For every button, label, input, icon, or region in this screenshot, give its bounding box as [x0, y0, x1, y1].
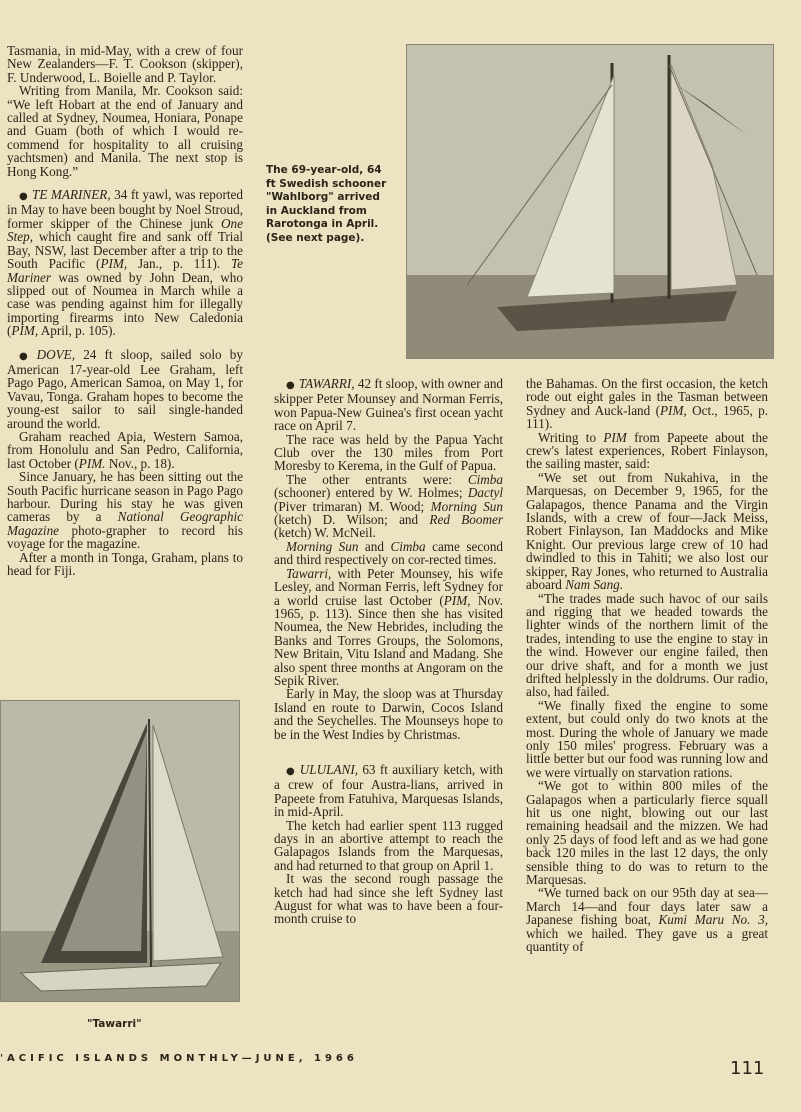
paragraph: “The trades made such havoc of our sails and rigging that we headed towards the lighter winds of the northern limit of the trades, intending to use the engine to stay in the wind. However our engine failed, then our drive shaft, and for a month we just drifted helplessly in the doldrums. Our radio, also, had failed. [526, 590, 768, 700]
text: was owned by John Dean, who slipped out of Noumea in March while a case was pending against him for illegally importing firearms into New Caledonia ( [7, 269, 243, 339]
paragraph-te-mariner [7, 188, 243, 337]
text: Writing to [538, 429, 604, 445]
yacht-name: Red Boomer [429, 512, 503, 528]
yacht-name: TAWARRI, [298, 377, 355, 391]
ship-name: Kumi Maru No. 3, [658, 912, 768, 928]
yacht-name: Dactyl [467, 485, 503, 501]
paragraph: Writing from Manila, Mr. Cookson said: “We left Hobart at the end of January and called at Sydney, Noumea, Honiara, Ponape and Guam (both of which I would re-commend for hospitality to all cruising yachtsmen) and Manila. The next stop is Hong Kong.” [7, 83, 243, 179]
yacht-name: ULULANI, [299, 761, 359, 777]
paragraph [526, 471, 768, 592]
yacht-name: DOVE, [36, 346, 76, 362]
citation: PIM. [78, 455, 106, 471]
paragraph-ululani [274, 763, 503, 819]
paragraph [274, 473, 503, 540]
bullet-icon: ● [19, 191, 28, 203]
paragraph-tawarri [274, 377, 503, 433]
yacht-name: Cimba [467, 471, 503, 487]
ship-name: Nam Sang. [565, 577, 624, 593]
citation: PIM, [11, 323, 39, 339]
paragraph: The race was held by the Papua Yacht Club over the 130 miles from Port Moresby to Kerema, in the Gulf of Papua. [274, 431, 503, 474]
paragraph: “We finally fixed the engine to some extent, but could only do two knots at the most. During the whole of January we made only 150 miles' progress. February was a little better but our food was running low and we were virtually on starvation rations. [526, 697, 768, 780]
bullet-icon: ● [286, 380, 295, 391]
text: Nov. 1965, p. 113). Since then she has visited Noumea, the New Hebrides, including the Banks and Torres Groups, the Solomons, New Britain, Vitu Island and Madang. She also spent three months at Angoram on the Sepik River. [274, 592, 503, 688]
text: which caught fire and sank off Trial Bay, NSW, last December after a trip to the South Pacific ( [7, 229, 243, 272]
text: Oct., 1965, p. 111). [526, 402, 768, 432]
text: “We turned back on our 95th day at sea—March 14—and four days later saw a Japanese fishing boat, [526, 885, 768, 928]
paragraph: Tasmania, in mid-May, with a crew of four New Zealanders—F. T. Cookson (skipper), F. Underwood, L. Boielle and P. Taylor. [7, 44, 243, 85]
bullet-icon: ● [19, 350, 33, 362]
yacht-name: Morning Sun [286, 538, 359, 554]
yacht-name: TE MARINER, [31, 187, 111, 203]
text: (ketch) D. Wilson; and [274, 512, 430, 528]
text: (schooner) entered by W. Holmes; [274, 485, 468, 501]
text: 63 ft auxiliary ketch, with a crew of four Austra-lians, arrived in Papeete from Fatuhiva, Marquesas Islands, in mid-April. [274, 761, 503, 820]
paragraph-dove [7, 348, 243, 430]
paragraph [274, 567, 503, 688]
text: which we hailed. They gave us a great quantity of [526, 925, 768, 955]
citation: PIM [603, 429, 627, 445]
column-2 [274, 377, 503, 1037]
text: came second and third respectively on cor-rected times. [274, 538, 503, 568]
yacht-name: Te Mariner [7, 256, 243, 285]
yacht-name: One Step, [7, 215, 243, 245]
text: 34 ft yawl, was reported in May to have been bought by Noel Stroud, former skipper of the Chinese junk [7, 187, 243, 231]
text: “We set out from Nukahiva, in the Marquesas, on December 9, 1965, for the Galapagos, thence Panama and the Virgin Islands, with a crew of four—Jack Meiss, Robert Finlayson, Ian Maddocks and Mike Knight. Our previous large crew of 10 had dwindled to this in Tahiti; we also lost our skipper, Ray Jones, who returned to Australia aboard [526, 469, 768, 593]
text: (Piver trimaran) M. Wood; [274, 498, 431, 514]
citation: PIM, [443, 592, 471, 608]
text: Nov., p. 18). [105, 455, 175, 471]
text: Since January, he has been sitting out the South Pacific hurricane season in Pago Pago harbour. During his stay he was given cameras by a [7, 469, 243, 525]
magazine-name: National Geographic Magazine [7, 509, 243, 538]
text: The other entrants were: [286, 471, 468, 487]
text: from Papeete about the crew's latest experiences, Robert Finlayson, the sailing master, said: [526, 429, 768, 472]
yacht-name: Cimba [390, 538, 426, 554]
paragraph: The ketch had earlier spent 113 rugged days in an abortive attempt to reach the Galapagos Islands from the Marquesas, and had returned to that group on April 1. [274, 817, 503, 873]
yacht-name: Tawarri, [286, 565, 332, 581]
yacht-name: Morning Sun [430, 498, 503, 514]
paragraph: After a month in Tonga, Graham, plans to head for Fiji. [7, 549, 243, 579]
paragraph: It was the second rough passage the ketch had had since she left Sydney last August for what was to have been a four-month cruise to [274, 871, 503, 927]
text: Graham reached Apia, Western Samoa, from Honolulu and San Pedro, California, last October ( [7, 428, 243, 471]
running-footer: 'ACIFIC ISLANDS MONTHLY—JUNE, 1966 [0, 1053, 358, 1064]
text: photo-grapher to record his voyage for the magazine. [7, 522, 243, 552]
paragraph [526, 886, 768, 953]
paragraph [7, 430, 243, 470]
text: April, p. 105). [38, 323, 116, 339]
paragraph: “We got to within 800 miles of the Galapagos when a particularly fierce squall hit us one night, blowing out our last remaining headsail and the mizzen. We had only 25 days of food left and as we had gone back 120 miles in the last 12 days, the only sensible thing to do was to return to the Marquesas. [526, 778, 768, 888]
text: and [358, 538, 391, 554]
schooner-illustration [407, 45, 773, 358]
paragraph: Early in May, the sloop was at Thursday Island en route to Darwin, Cocos Island and the Seychelles. The Mounseys hope to be in the West Indies by Christmas. [274, 686, 503, 742]
text: 42 ft sloop, with owner and skipper Peter Mounsey and Norman Ferris, won Papua-New Guinea's first ocean yacht race on April 7. [274, 377, 503, 434]
text: Jan., p. 111). [127, 256, 232, 272]
column-1 [7, 44, 243, 684]
paragraph [526, 377, 768, 431]
sloop-illustration [1, 701, 239, 1001]
column-3 [526, 377, 768, 1042]
citation: PIM, [100, 256, 128, 272]
paragraph [7, 470, 243, 550]
citation: PIM, [660, 402, 687, 418]
photo-sloop-tawarri [0, 700, 240, 1002]
photo-caption-schooner: The 69-year-old, 64 ft Swedish schooner "Wahlborg" arrived in Auckland from Rarotonga in April. (See next page). [266, 164, 387, 244]
bullet-icon: ● [286, 765, 296, 777]
text: (ketch) W. McNeil. [274, 525, 376, 541]
paragraph [274, 540, 503, 567]
text: 24 ft sloop, sailed solo by American 17-year-old Lee Graham, left Pago Pago, American Samoa, on May 1, for Vavau, Tonga. Graham hopes to become the young-est sailor to sail single-handed around the world. [7, 346, 243, 431]
page-number: 111 [730, 1058, 765, 1079]
photo-schooner-wahlborg [406, 44, 774, 359]
text: with Peter Mounsey, his wife Lesley, and Norman Ferris, left Sydney for a world cruise last October ( [274, 565, 503, 608]
paragraph [526, 431, 768, 471]
text: the Bahamas. On the first occasion, the ketch rode out eight gales in the Tasman between Sydney and Auck-land ( [526, 377, 768, 418]
photo-caption-tawarri: "Tawarri" [87, 1018, 142, 1030]
